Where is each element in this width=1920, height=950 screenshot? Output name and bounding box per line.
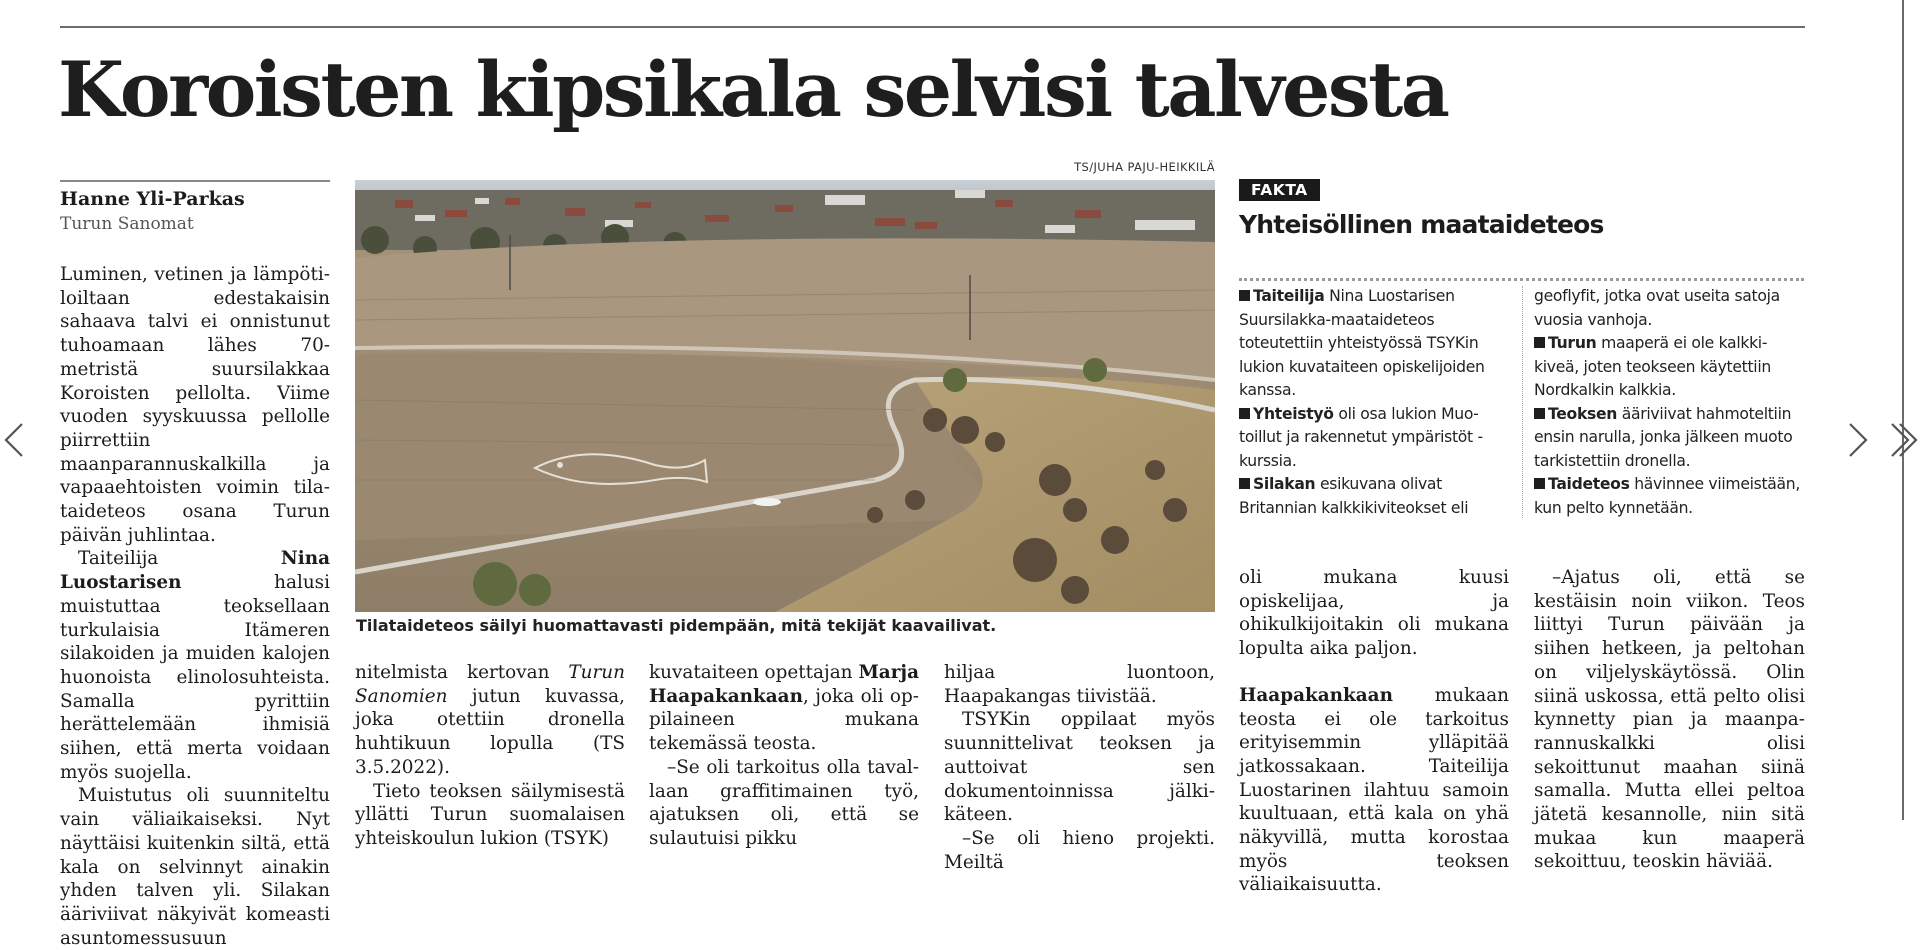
fakta-item: Yhteistyö oli osa lukion Muotoillut ja rakennetut ympäristöt -kurssia.	[1239, 404, 1483, 470]
fakta-dotted-rule	[1239, 278, 1804, 281]
fakta-column-1	[1239, 285, 1511, 520]
bullet-square-icon	[1239, 290, 1250, 301]
fakta-column-2	[1534, 285, 1806, 520]
article-column-6	[1534, 566, 1805, 874]
fakta-item: Turun maaperä ei ole kalkkikiveä, joten teokseen käytettiin Nordkalkin kalkkia.	[1534, 334, 1771, 399]
article-column-2	[355, 661, 625, 851]
fakta-item-continued: geoflyfit, jotka ovat useita satoja vuosia vanhoja.	[1534, 287, 1780, 329]
teacher-name: Marja Haapakankaan	[649, 662, 919, 707]
article-column-5	[1239, 566, 1509, 897]
previous-page-button[interactable]	[0, 410, 40, 470]
photo-credit: TS/JUHA PAJU-HEIKKILÄ	[1074, 160, 1215, 174]
author-name: Hanne Yli-Parkas	[60, 188, 245, 210]
publication-name: Turun Sanomat	[60, 214, 194, 234]
article-column-3	[649, 661, 919, 851]
last-page-button[interactable]	[1884, 410, 1920, 470]
bullet-square-icon	[1239, 478, 1250, 489]
fakta-badge: FAKTA	[1239, 179, 1320, 201]
paragraph: TSYKin oppilaat myös suunnittelivat teoksen ja auttoivat sen dokumentoinnissa jälkikäteen.	[944, 709, 1215, 826]
paragraph: nitelmista kertovan Turun Sanomien jutun kuvassa, joka otettiin dronella huhtikuun lopulla (TS 3.5.2022).	[355, 662, 625, 778]
fakta-item: Silakan esikuvana olivat Britannian kalkkikiviteokset eli	[1239, 475, 1469, 517]
bullet-square-icon	[1534, 478, 1545, 489]
double-chevron-right-icon	[1884, 410, 1920, 470]
paragraph: –Se oli tarkoitus olla tavallaan graffitimainen työ, ajatuksen oli, että se sulautuisi pikku	[649, 756, 919, 849]
fakta-title: Yhteisöllinen maataideteos	[1239, 210, 1604, 239]
paragraph: –Ajatus oli, että se kestäisin noin viikon. Teos liittyi Turun päivään ja siihen hetkeen, ja peltohan on viljelyskäytössä. Olin siinä uskossa, että pelto olisi kynnetty pian ja maanparannuskalkki olisi sekoittunut maahan siinä samalla. Mutta ellei peltoa jätetä kesannolle, niin sitä mukaa kun maaperä sekoittuu, teoskin häviää.	[1534, 567, 1805, 873]
next-page-button[interactable]	[1842, 410, 1882, 470]
paragraph: Taiteilija Nina Luostarisen halusi muistuttaa teoksellaan turkulaisia Itämeren silakoiden ja muiden kalojen huonoista elinolosuhteista. Samalla pyrittiin herättelemään ihmisiä siihen, että merta voidaan myös suojella.	[60, 548, 330, 783]
paragraph: oli mukana kuusi opiskelijaa, ja ohikulkijoitakin oli mukana lopulta aika paljon.	[1239, 567, 1509, 660]
article-column-4	[944, 661, 1215, 874]
article-column-1	[60, 263, 330, 950]
paragraph: Haapakankaan mukaan teosta ei ole tarkoitus erityisemmin ylläpitää jatkossakaan. Taiteilija Luostarinen ilahtuu samoin kuultuaan, että kala on yhä näkyvillä, mutta korostaa myös teoksen väliaikaisuutta.	[1239, 684, 1509, 896]
byline-rule	[60, 180, 330, 182]
headline: Koroisten kipsikala selvisi talvesta	[58, 45, 1448, 134]
top-rule	[60, 26, 1805, 28]
paragraph: Tieto teoksen säilymisestä yllätti Turun suomalaisen yhteiskoulun lukion (TSYK)	[355, 780, 625, 849]
fakta-item: Taideteos hävinnee viimeistään, kun pelto kynnetään.	[1534, 475, 1801, 517]
chevron-right-icon	[1842, 410, 1872, 470]
paragraph: kuvataiteen opettajan Marja Haapakankaan, joka oli oppilaineen mukana tekemässä teosta.	[649, 662, 919, 755]
photo-caption: Tilataideteos säilyi huomattavasti pidempään, mitä tekijät kaavailivat.	[356, 616, 997, 635]
bullet-square-icon	[1239, 408, 1250, 419]
artist-name: Nina Luostarisen	[60, 548, 330, 594]
chevron-left-icon	[0, 410, 30, 470]
bullet-square-icon	[1534, 337, 1545, 348]
fakta-item: Teoksen ääriviivat hahmoteltiin ensin narulla, jonka jälkeen muoto tarkistettiin dronella.	[1534, 404, 1793, 470]
paragraph: Luminen, vetinen ja lämpötiloiltaan edestakaisin sahaava talvi ei onnistunut tuhoamaan lähes 70-metristä suursilakkaa Koroisten pellolta. Viime vuoden syyskuussa pellolle piirrettiin maanparannuskalkilla ja vapaaehtoisten voimin tilataideteos osana Turun päivän juhlintaa.	[60, 264, 330, 546]
aerial-photo	[355, 180, 1215, 612]
fakta-column-divider	[1522, 286, 1523, 518]
paragraph: Muistutus oli suunniteltu vain väliaikaiseksi. Nyt näyttäisi kuitenkin siltä, että kala on selvinnyt ainakin yhden talven yli. Silakan ääriviivat näkyivät komeasti asuntomessusuun	[60, 785, 330, 949]
aerial-field-image	[355, 180, 1215, 612]
paragraph: –Se oli hieno projekti. Meiltä	[944, 827, 1215, 873]
teacher-name: Haapakankaan	[1239, 684, 1393, 706]
paragraph: hiljaa luontoon, Haapakangas tiivistää.	[944, 662, 1215, 707]
fakta-item: Taiteilija Nina Luostarisen Suursilakka-maataideteos toteutettiin yhteistyössä TSYKin lukion kuvataiteen opiskelijoiden kanssa.	[1239, 287, 1485, 399]
bullet-square-icon	[1534, 408, 1545, 419]
